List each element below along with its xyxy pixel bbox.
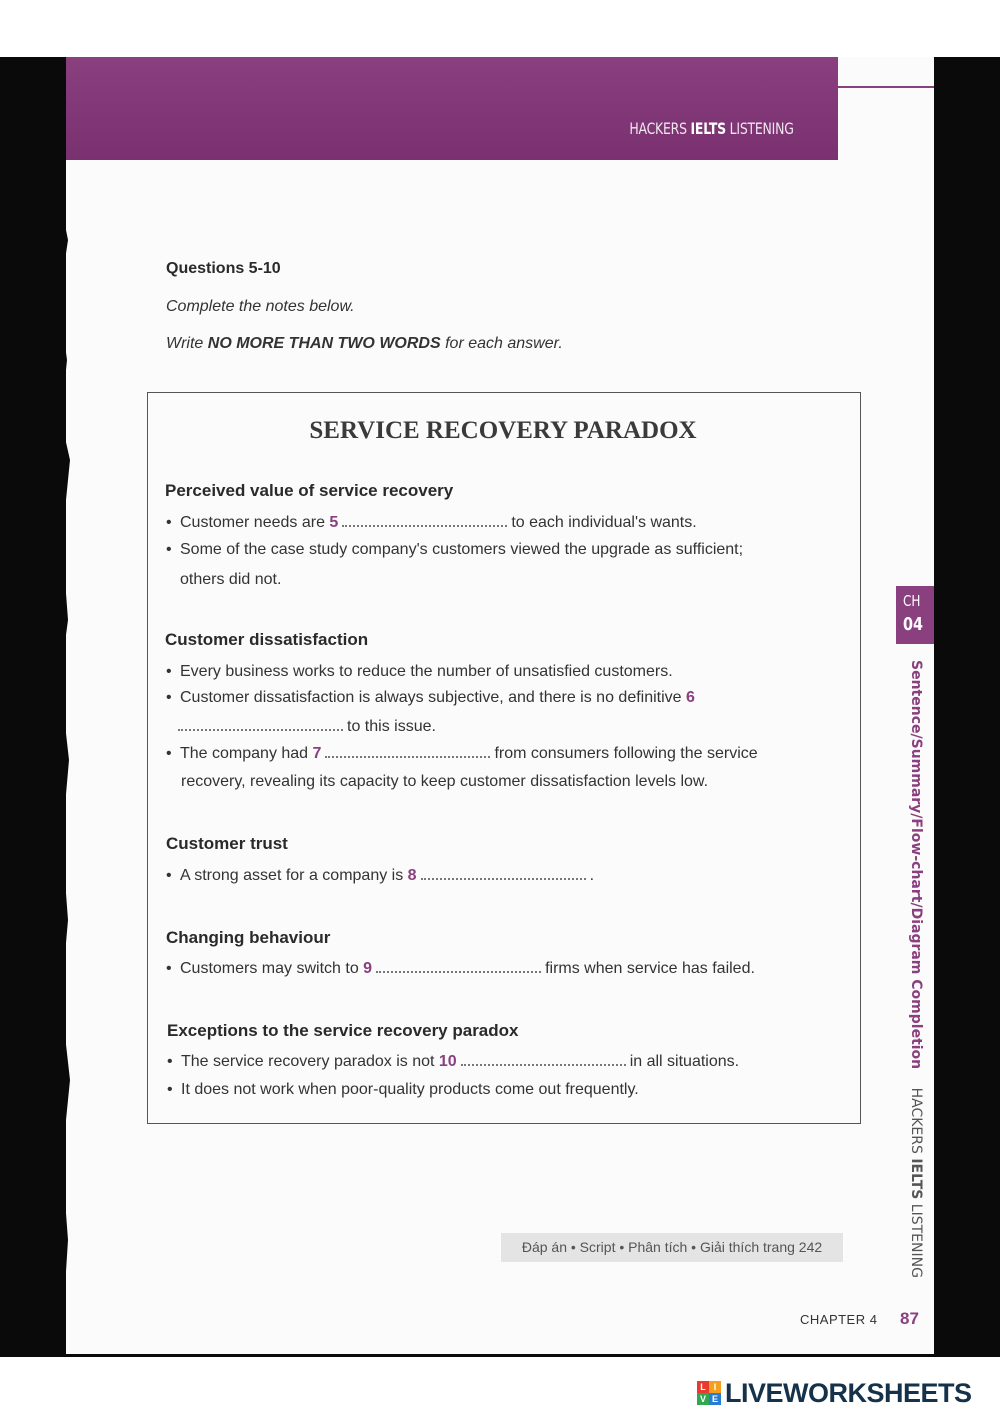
answer-blank-6[interactable]	[178, 719, 343, 731]
bullet-upgrade-cont: others did not.	[180, 571, 282, 588]
side-running-title	[908, 660, 924, 1278]
section-heading-trust: Customer trust	[166, 834, 288, 853]
instruction-complete: Complete the notes below.	[166, 298, 355, 315]
bullet-q5: • Customer needs are 5 to each individual's wants.	[166, 514, 697, 531]
answer-blank-9[interactable]	[376, 961, 541, 973]
answer-blank-5[interactable]	[342, 515, 507, 527]
liveworksheets-logo	[697, 1378, 972, 1408]
chapter-tab	[896, 586, 934, 644]
bullet-unsatisfied: • Every business works to reduce the number of unsatisfied customers.	[166, 663, 673, 680]
side-brand: HACKERS IELTS LISTENING	[908, 1087, 924, 1278]
answer-blank-8[interactable]	[421, 868, 586, 880]
answer-blank-7[interactable]	[325, 746, 490, 758]
answer-reference-note: Đáp án • Script • Phân tích • Giải thích trang 242	[501, 1233, 843, 1262]
bullet-q6: • Customer dissatisfaction is always subjective, and there is no definitive 6	[166, 689, 695, 706]
bullet-q7: • The company had 7 from consumers following the service	[166, 745, 758, 762]
questions-title: Questions 5-10	[166, 260, 281, 277]
section-heading-dissatisfaction: Customer dissatisfaction	[165, 630, 369, 649]
side-topic: Sentence/Summary/Flow-chart/Diagram Completion	[908, 660, 924, 1070]
page-number: 87	[900, 1309, 919, 1328]
liveworksheets-icon: L I V E	[697, 1381, 721, 1405]
chapter-tab-number: 04	[903, 614, 924, 635]
bullet-q8: • A strong asset for a company is 8 .	[166, 867, 595, 884]
bullet-poor-quality: • It does not work when poor-quality products come out frequently.	[167, 1081, 639, 1098]
section-heading-perceived-value: Perceived value of service recovery	[165, 481, 454, 500]
chapter-label: CHAPTER 4	[800, 1312, 878, 1327]
section-heading-exceptions: Exceptions to the service recovery paradox	[167, 1021, 519, 1040]
header-rule	[838, 86, 934, 88]
chapter-tab-label: CH	[903, 592, 921, 610]
bullet-q6-cont: to this issue.	[178, 718, 436, 736]
header-brand: HACKERS IELTS LISTENING	[629, 119, 794, 138]
header-band	[66, 57, 838, 160]
section-heading-behaviour: Changing behaviour	[166, 928, 331, 947]
notes-title: SERVICE RECOVERY PARADOX	[309, 417, 697, 444]
bullet-q9: • Customers may switch to 9 firms when service has failed.	[166, 960, 755, 977]
torn-edge	[56, 160, 76, 1350]
liveworksheets-wordmark: LIVEWORKSHEETS	[725, 1377, 972, 1408]
bullet-upgrade: • Some of the case study company's customers viewed the upgrade as sufficient;	[166, 541, 744, 558]
bullet-q10: • The service recovery paradox is not 10 in all situations.	[167, 1053, 740, 1070]
bullet-q7-cont: recovery, revealing its capacity to keep customer dissatisfaction levels low.	[181, 773, 709, 790]
answer-blank-10[interactable]	[461, 1054, 626, 1066]
instruction-word-limit: Write NO MORE THAN TWO WORDS for each answer.	[166, 335, 563, 352]
